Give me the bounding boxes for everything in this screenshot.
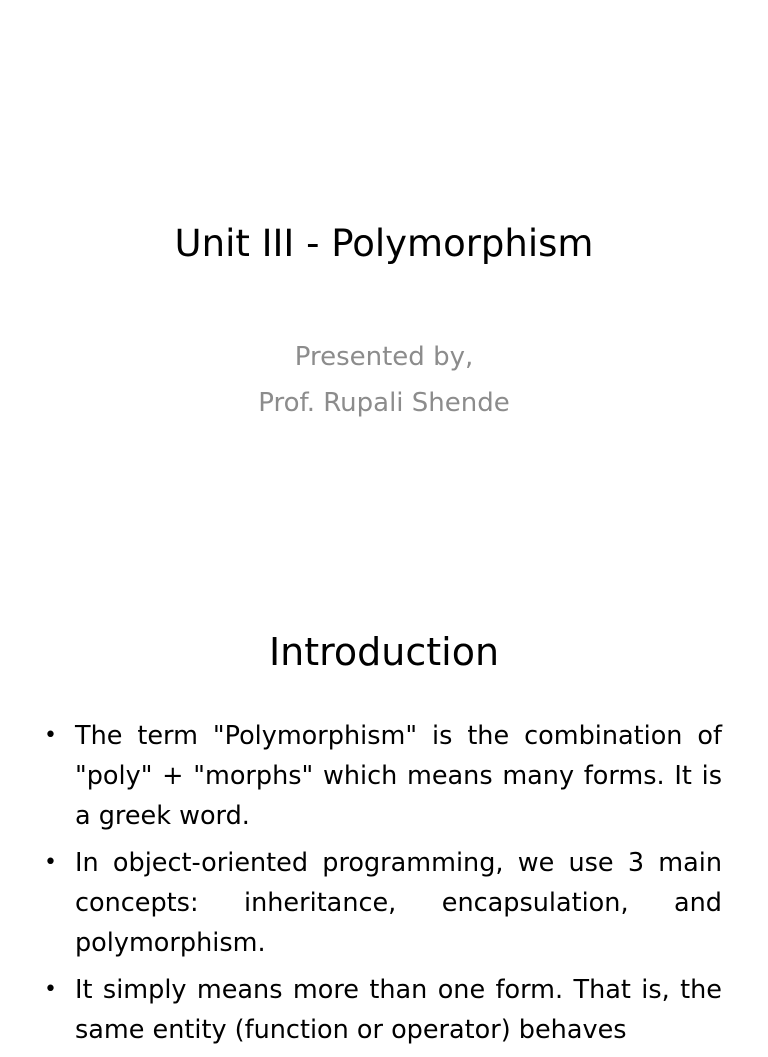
subtitle-line-presented-by: Presented by, (294, 342, 474, 372)
introduction-slide (0, 576, 768, 1045)
slide-subtitle (0, 334, 768, 426)
bullet-text: The term "Polymorphism" is the combination of "poly" + "morphs" which means many forms. It is a greek word. (75, 721, 722, 831)
bullet-text: It simply means more than one form. That is, the same entity (function or operator) behaves (75, 975, 722, 1045)
bullet-item (44, 716, 722, 836)
slide-title: Unit III - Polymorphism (174, 222, 594, 265)
bullet-text: In object-oriented programming, we use 3 main concepts: inheritance, encapsulation, and polymorphism. (75, 848, 722, 958)
bullet-icon: • (44, 723, 57, 748)
bullet-icon: • (44, 977, 57, 1002)
bullet-item (44, 970, 722, 1050)
slide-heading: Introduction (268, 630, 500, 674)
bullet-icon: • (44, 850, 57, 875)
bullet-list (44, 716, 722, 1057)
subtitle-line-presenter: Prof. Rupali Shende (258, 388, 510, 418)
bullet-item (44, 843, 722, 963)
